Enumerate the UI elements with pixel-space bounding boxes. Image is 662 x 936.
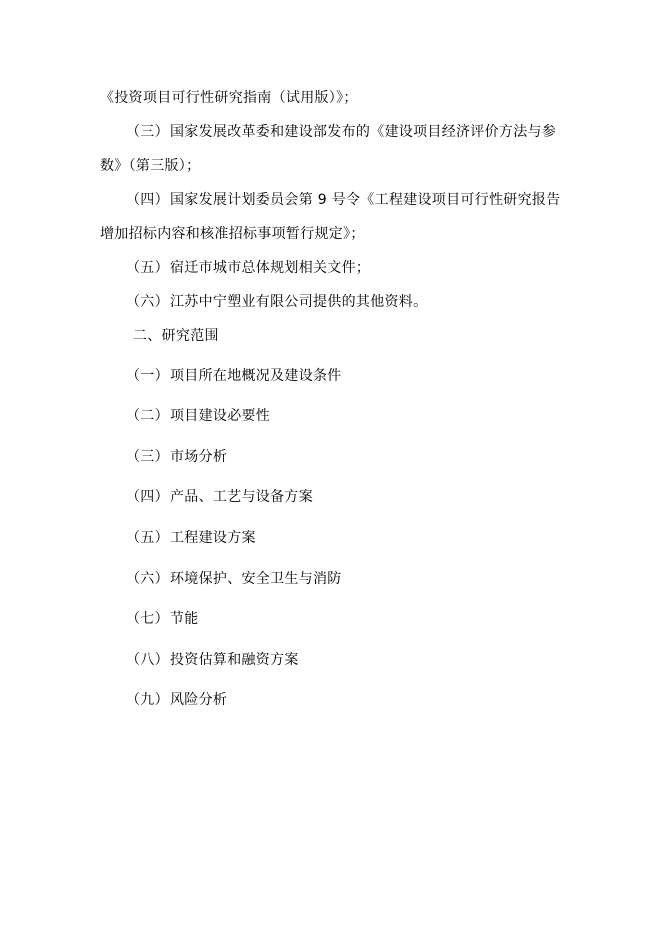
item-text: 产品、工艺与设备方案	[170, 489, 313, 505]
item-number: （九）	[126, 692, 169, 708]
scope-item	[126, 650, 299, 670]
item-text: 宿迁市城市总体规划相关文件；	[170, 260, 371, 276]
scope-item	[126, 447, 227, 467]
item-text: 风险分析	[170, 692, 228, 708]
basis-item	[126, 122, 556, 142]
item-number: （五）	[126, 530, 169, 546]
section-heading-text: 二、研究范围	[133, 328, 219, 344]
item-number: （一）	[126, 368, 169, 384]
scope-item	[126, 609, 199, 629]
item-number: （六）	[126, 571, 169, 587]
basis-item	[126, 292, 427, 312]
scope-item	[126, 690, 227, 710]
scope-item	[126, 406, 270, 426]
item-text: 国家发展计划委员会第 9 号令《工程建设项目可行性研究报告	[170, 192, 561, 208]
basis-item	[126, 258, 370, 278]
item-text: 江苏中宁塑业有限公司提供的其他资料。	[170, 294, 428, 310]
basis-item-continuation	[100, 156, 200, 176]
item-text: 数》（第三版）；	[100, 158, 201, 174]
item-text: 环境保护、安全卫生与消防	[170, 571, 342, 587]
scope-item	[126, 528, 256, 548]
basis-continuation-text: 《投资项目可行性研究指南（试用版）》；	[100, 90, 358, 106]
item-number: （六）	[126, 294, 169, 310]
item-text: 节能	[170, 611, 199, 627]
basis-item-continuation	[100, 224, 365, 244]
item-number: （四）	[126, 489, 169, 505]
item-text: 项目建设必要性	[170, 408, 271, 424]
item-text: 项目所在地概况及建设条件	[170, 368, 342, 384]
scope-item	[126, 366, 342, 386]
item-text: 工程建设方案	[170, 530, 256, 546]
item-number: （四）	[126, 192, 169, 208]
item-text: 增加招标内容和核准招标事项暂行规定》；	[100, 226, 365, 242]
item-number: （三）	[126, 449, 169, 465]
item-number: （二）	[126, 408, 169, 424]
basis-continuation-line	[100, 88, 358, 108]
item-text: 市场分析	[170, 449, 228, 465]
basis-item	[126, 190, 561, 210]
scope-item	[126, 487, 313, 507]
section-heading	[133, 326, 219, 346]
item-number: （七）	[126, 611, 169, 627]
item-text: 国家发展改革委和建设部发布的《建设项目经济评价方法与参	[170, 124, 557, 140]
item-text: 投资估算和融资方案	[170, 652, 299, 668]
item-number: （五）	[126, 260, 169, 276]
item-number: （三）	[126, 124, 169, 140]
item-number: （八）	[126, 652, 169, 668]
scope-item	[126, 569, 342, 589]
